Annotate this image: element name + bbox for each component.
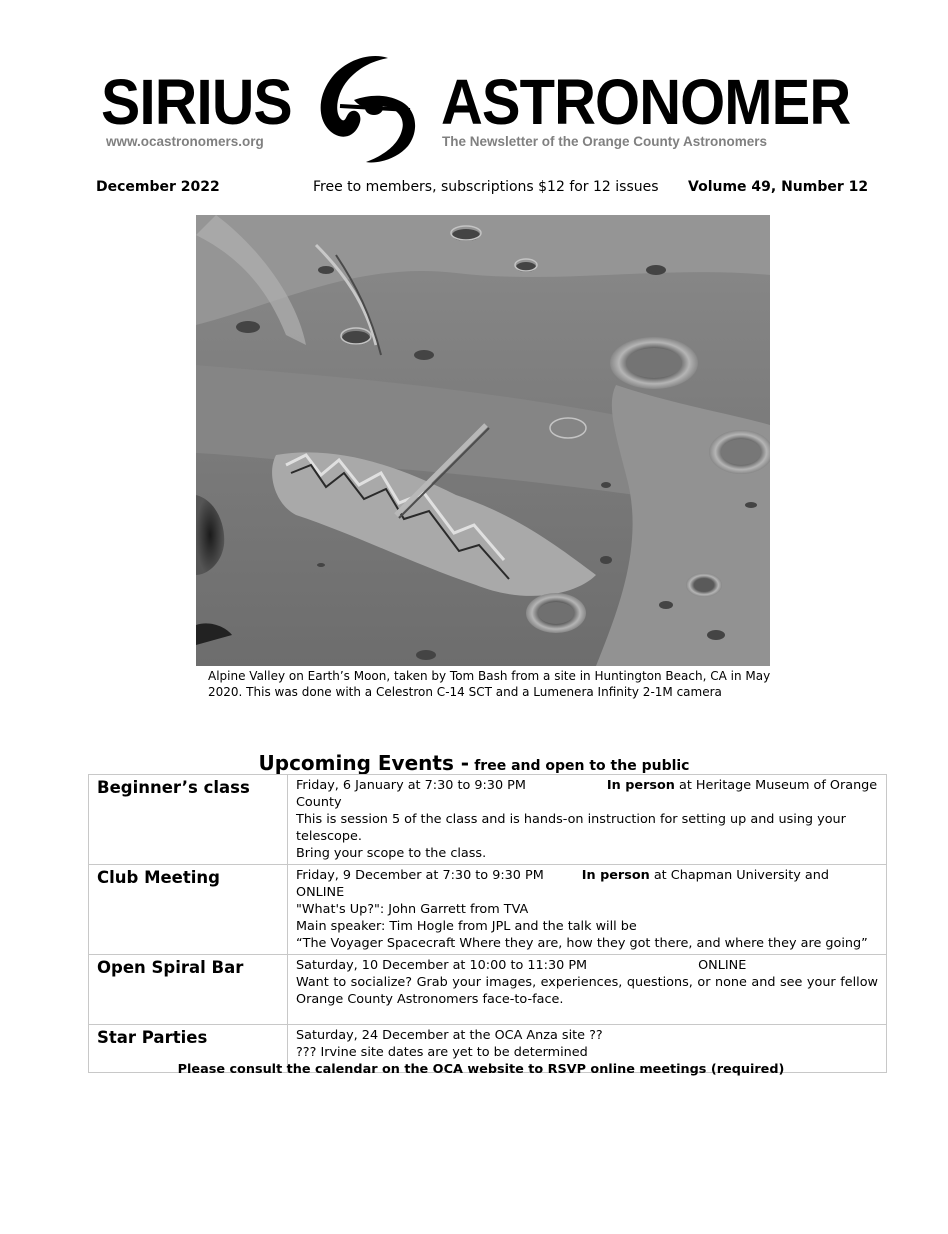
event-name: Beginner’s class bbox=[89, 775, 288, 865]
subscription-info: Free to members, subscriptions $12 for 12 issues bbox=[313, 179, 659, 195]
caption-line: 2020. This was done with a Celestron C-14 SCT and a Lumenera Infinity 2-1M camera bbox=[208, 685, 722, 699]
event-line: "What's Up?": John Garrett from TVA bbox=[296, 902, 529, 917]
event-details bbox=[288, 865, 887, 955]
event-line: Main speaker: Tim Hogle from JPL and the talk will be bbox=[296, 919, 637, 934]
issue-date: December 2022 bbox=[96, 179, 220, 195]
event-details bbox=[288, 955, 887, 1025]
masthead-title-left: SIRIUS bbox=[101, 66, 292, 138]
event-name: Club Meeting bbox=[89, 865, 288, 955]
masthead-title-right: ASTRONOMER bbox=[441, 66, 851, 138]
oca-logo-icon bbox=[310, 50, 434, 165]
events-title: Upcoming Events - bbox=[258, 751, 470, 775]
photo-caption bbox=[208, 668, 778, 700]
event-text: Want to socialize? Grab your images, experiences, questions, or none and see your fellow Orange County Astronomers face-to-face. bbox=[296, 975, 878, 1007]
event-line: Bring your scope to the class. bbox=[296, 846, 487, 861]
newsletter-subtitle: The Newsletter of the Orange County Astronomers bbox=[442, 134, 768, 149]
event-line: ??? Irvine site dates are yet to be determined bbox=[296, 1045, 588, 1060]
table-row bbox=[89, 955, 887, 1025]
table-row bbox=[89, 775, 887, 865]
event-line: “The Voyager Spacecraft Where they are, how they got there, and where they are going” bbox=[296, 936, 868, 951]
event-details bbox=[288, 775, 887, 865]
moon-photo bbox=[196, 215, 770, 666]
rsvp-note: Please consult the calendar on the OCA website to RSVP online meetings (required) bbox=[177, 1062, 785, 1077]
event-line: This is session 5 of the class and is hands-on instruction for setting up and using your telescope. bbox=[296, 812, 846, 844]
events-heading bbox=[0, 751, 948, 775]
event-when: Saturday, 24 December at the OCA Anza site ?? bbox=[296, 1028, 603, 1043]
event-mode: In person bbox=[581, 868, 650, 883]
event-when: Saturday, 10 December at 10:00 to 11:30 PM bbox=[296, 958, 588, 973]
event-name: Star Parties bbox=[89, 1025, 288, 1073]
caption-line: Alpine Valley on Earth’s Moon, taken by Tom Bash from a site in Huntington Beach, CA in May bbox=[208, 669, 771, 683]
website-url: www.ocastronomers.org bbox=[106, 134, 264, 149]
event-name: Open Spiral Bar bbox=[89, 955, 288, 1025]
table-row bbox=[89, 865, 887, 955]
event-when: Friday, 9 December at 7:30 to 9:30 PM bbox=[296, 868, 544, 883]
event-when: Friday, 6 January at 7:30 to 9:30 PM bbox=[296, 778, 526, 793]
event-where: at Chapman University and ONLINE bbox=[296, 868, 829, 900]
volume-number: Volume 49, Number 12 bbox=[688, 179, 869, 195]
event-mode: ONLINE bbox=[698, 958, 747, 973]
event-mode: In person bbox=[606, 778, 675, 793]
events-table bbox=[88, 774, 887, 1073]
events-subtitle: free and open to the public bbox=[474, 758, 690, 774]
event-where: at Heritage Museum of Orange County bbox=[296, 778, 878, 810]
